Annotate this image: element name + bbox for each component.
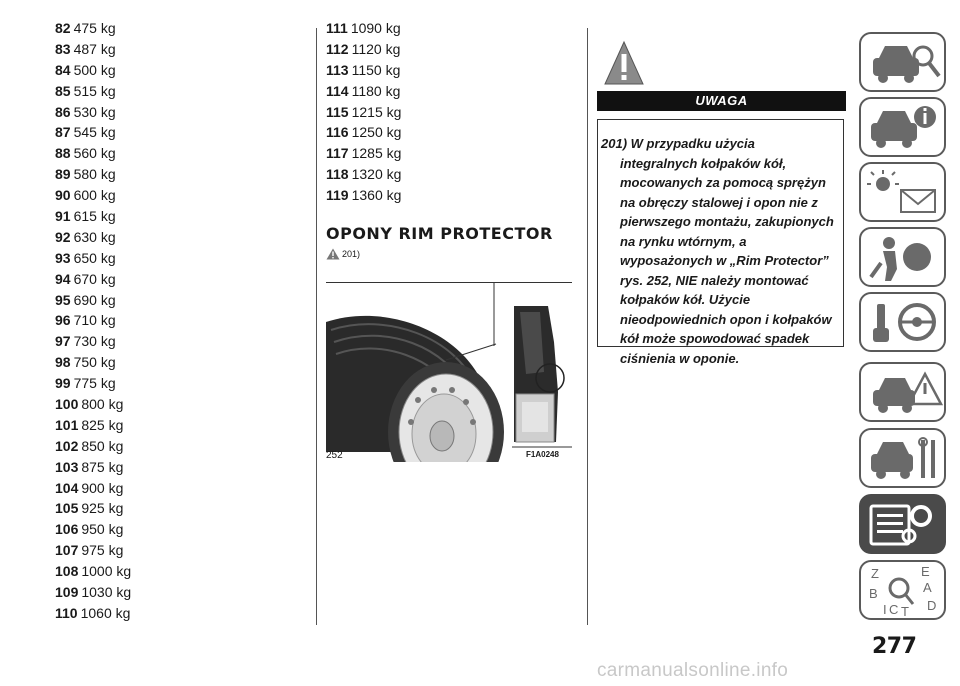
warning-line: 201) W przypadku użycia: [601, 136, 755, 151]
side-tab-car-warning-icon[interactable]: [859, 362, 946, 422]
weight-row: [326, 39, 401, 60]
warning-line: kołpaków kół. Użycie: [620, 292, 751, 307]
index-letter: A: [923, 580, 932, 595]
weight-value: 515 kg: [73, 82, 116, 99]
warning-line: ciśnienia w oponie.: [620, 350, 740, 366]
section-ref-number: 201): [342, 249, 361, 259]
weight-index: 103: [55, 458, 79, 475]
weight-index: 104: [55, 479, 79, 496]
side-tab-specs-gears-icon[interactable]: [859, 494, 946, 554]
weight-value: 1250 kg: [351, 124, 402, 141]
weight-index: 108: [55, 563, 79, 580]
weight-value: 690 kg: [73, 291, 116, 308]
weight-value: 580 kg: [73, 166, 116, 183]
column-divider-1: [316, 28, 317, 625]
weight-value: 875 kg: [81, 458, 124, 475]
weight-row: [55, 81, 131, 102]
weight-index: 87: [55, 124, 71, 141]
weight-value: 1000 kg: [81, 563, 132, 580]
weight-index: 98: [55, 354, 71, 371]
dashboard-lights-icon: [861, 164, 944, 220]
weight-value: 1215 kg: [351, 103, 402, 120]
weight-value: 545 kg: [73, 124, 116, 141]
weight-value: 975 kg: [81, 542, 124, 559]
weight-row: [55, 331, 131, 352]
side-tab-alphabet-index-icon[interactable]: [859, 560, 946, 620]
weight-index: 88: [55, 145, 71, 162]
car-info-icon: [861, 99, 944, 155]
weight-value: 1120 kg: [351, 40, 401, 57]
weights-column-1: [55, 18, 131, 624]
weight-index: 111: [326, 20, 348, 36]
weight-row: [55, 373, 131, 394]
side-tab-car-search-icon[interactable]: [859, 32, 946, 92]
side-tab-dashboard-lights-icon[interactable]: [859, 162, 946, 222]
weight-index: 117: [326, 145, 349, 162]
airbag-safety-icon: [861, 229, 944, 285]
weight-index: 93: [55, 249, 71, 266]
weight-value: 670 kg: [73, 270, 116, 287]
weight-row: [326, 60, 401, 81]
figure-code: F1A0248: [526, 450, 559, 459]
weight-value: 650 kg: [73, 249, 116, 266]
weight-value: 1090 kg: [350, 20, 401, 36]
weight-row: [55, 185, 131, 206]
weight-row: [326, 102, 401, 123]
weight-index: 115: [326, 103, 349, 120]
weight-value: 1150 kg: [351, 61, 401, 78]
warning-line: kół może spowodować spadek: [620, 331, 810, 346]
weight-row: [55, 206, 131, 227]
warning-line: rys. 252, NIE należy montować: [620, 272, 809, 288]
weight-row: [55, 290, 131, 311]
weight-index: 109: [55, 584, 79, 601]
weight-index: 96: [55, 312, 71, 329]
figure-number: 252: [326, 450, 343, 461]
weight-index: 113: [326, 61, 349, 78]
section-heading: OPONY RIM PROTECTOR: [326, 224, 553, 243]
weight-row: [326, 81, 401, 102]
weight-index: 107: [55, 542, 79, 559]
weight-row: [55, 39, 131, 60]
tire-rim-protector-figure: [326, 282, 572, 462]
index-letter: I: [883, 602, 887, 617]
side-tab-car-tools-icon[interactable]: [859, 428, 946, 488]
weight-index: 86: [55, 103, 71, 120]
column-divider-2: [587, 28, 588, 625]
specs-gears-icon: [861, 496, 944, 552]
weight-row: [326, 185, 401, 206]
weight-value: 1320 kg: [351, 166, 402, 183]
weight-row: [55, 102, 131, 123]
weight-index: 90: [55, 187, 71, 204]
weight-index: 105: [55, 500, 79, 517]
weight-row: [55, 540, 131, 561]
weight-row: [55, 122, 131, 143]
weight-index: 92: [55, 228, 71, 245]
weight-value: 800 kg: [81, 396, 124, 413]
weight-index: 102: [55, 437, 79, 454]
weight-row: [55, 164, 131, 185]
index-letter: B: [869, 586, 878, 601]
weight-value: 1180 kg: [351, 82, 401, 99]
index-letter: D: [927, 598, 937, 613]
weight-row: [326, 122, 401, 143]
index-letter: Z: [871, 566, 879, 581]
weight-row: [55, 60, 131, 81]
weight-row: [326, 18, 401, 39]
index-letter: C: [889, 602, 899, 617]
weight-row: [55, 561, 131, 582]
weight-index: 94: [55, 270, 71, 287]
weight-value: 560 kg: [73, 145, 116, 162]
weight-index: 85: [55, 82, 71, 99]
weight-value: 750 kg: [73, 354, 116, 371]
tire-illustration: [326, 282, 504, 462]
weight-row: [55, 478, 131, 499]
weight-index: 97: [55, 333, 71, 350]
warning-small-icon: [326, 248, 340, 260]
weight-index: 89: [55, 166, 71, 183]
weight-value: 530 kg: [73, 103, 116, 120]
weight-row: [55, 143, 131, 164]
weight-value: 730 kg: [73, 333, 116, 350]
warning-title: UWAGA: [597, 91, 846, 111]
weight-index: 119: [326, 187, 349, 204]
weight-value: 775 kg: [73, 375, 116, 392]
weight-row: [55, 248, 131, 269]
weight-value: 630 kg: [73, 228, 116, 245]
weight-row: [326, 143, 401, 164]
weight-row: [326, 164, 401, 185]
side-tab-steering-key-icon[interactable]: [859, 292, 946, 352]
weight-row: [55, 436, 131, 457]
tire-cross-section: [512, 304, 572, 454]
weight-value: 487 kg: [73, 40, 116, 57]
weight-row: [55, 269, 131, 290]
warning-line: wyposażonych w „Rim Protector”: [620, 253, 829, 268]
warning-line: pierwszego montażu, zakupionych: [620, 214, 834, 229]
warning-line: integralnych kołpaków kół,: [620, 155, 787, 171]
side-tab-car-info-icon[interactable]: [859, 97, 946, 157]
weight-row: [55, 498, 131, 519]
weight-index: 83: [55, 40, 71, 57]
section-ref: [326, 248, 360, 260]
weight-value: 850 kg: [81, 437, 124, 454]
watermark: carmanualsonline.info: [597, 660, 789, 681]
weight-value: 1060 kg: [80, 604, 131, 621]
weight-index: 116: [326, 124, 349, 141]
weight-row: [55, 415, 131, 436]
car-search-icon: [861, 34, 944, 90]
weight-index: 106: [55, 521, 79, 538]
weight-value: 475 kg: [73, 20, 116, 36]
warning-line: na obręczy stalowej i opon nie z: [620, 194, 818, 210]
weight-value: 825 kg: [81, 416, 124, 433]
weights-column-2: [326, 18, 401, 206]
weight-index: 110: [55, 604, 78, 621]
weight-value: 710 kg: [73, 312, 116, 329]
index-letter: T: [901, 604, 909, 618]
weight-index: 118: [326, 166, 349, 183]
warning-line: mocowanych za pomocą sprężyn: [620, 175, 826, 190]
weight-value: 500 kg: [73, 61, 116, 78]
warning-text: [601, 134, 845, 368]
car-warning-icon: [861, 364, 944, 420]
weight-row: [55, 394, 131, 415]
weight-value: 615 kg: [73, 208, 116, 225]
weight-value: 1030 kg: [81, 584, 132, 601]
weight-value: 1360 kg: [351, 187, 402, 204]
side-tab-airbag-safety-icon[interactable]: [859, 227, 946, 287]
weight-row: [55, 457, 131, 478]
weight-index: 112: [326, 40, 349, 57]
weight-row: [55, 352, 131, 373]
weight-value: 925 kg: [81, 500, 124, 517]
weight-value: 950 kg: [81, 521, 124, 538]
alphabet-index-icon: [861, 562, 944, 618]
weight-index: 91: [55, 208, 71, 225]
weight-index: 84: [55, 61, 71, 78]
weight-index: 95: [55, 291, 71, 308]
weight-row: [55, 519, 131, 540]
weight-index: 82: [55, 20, 71, 36]
weight-index: 100: [55, 396, 79, 413]
warning-triangle-icon: [603, 40, 645, 86]
weight-value: 900 kg: [81, 479, 124, 496]
weight-value: 1285 kg: [351, 145, 402, 162]
steering-key-icon: [861, 294, 944, 350]
weight-index: 114: [326, 82, 349, 99]
weight-row: [55, 227, 131, 248]
weight-value: 600 kg: [73, 187, 116, 204]
index-letter: E: [921, 564, 930, 579]
weight-row: [55, 310, 131, 331]
weight-row: [55, 582, 131, 603]
weight-index: 101: [55, 416, 79, 433]
page-number: 277: [872, 634, 917, 659]
warning-line: na rynku wtórnym, a: [620, 233, 747, 249]
weight-index: 99: [55, 375, 71, 392]
car-tools-icon: [861, 430, 944, 486]
warning-line: nieodpowiednich opon i kołpaków: [620, 311, 832, 327]
weight-row: [55, 603, 131, 624]
weight-row: [55, 18, 131, 39]
